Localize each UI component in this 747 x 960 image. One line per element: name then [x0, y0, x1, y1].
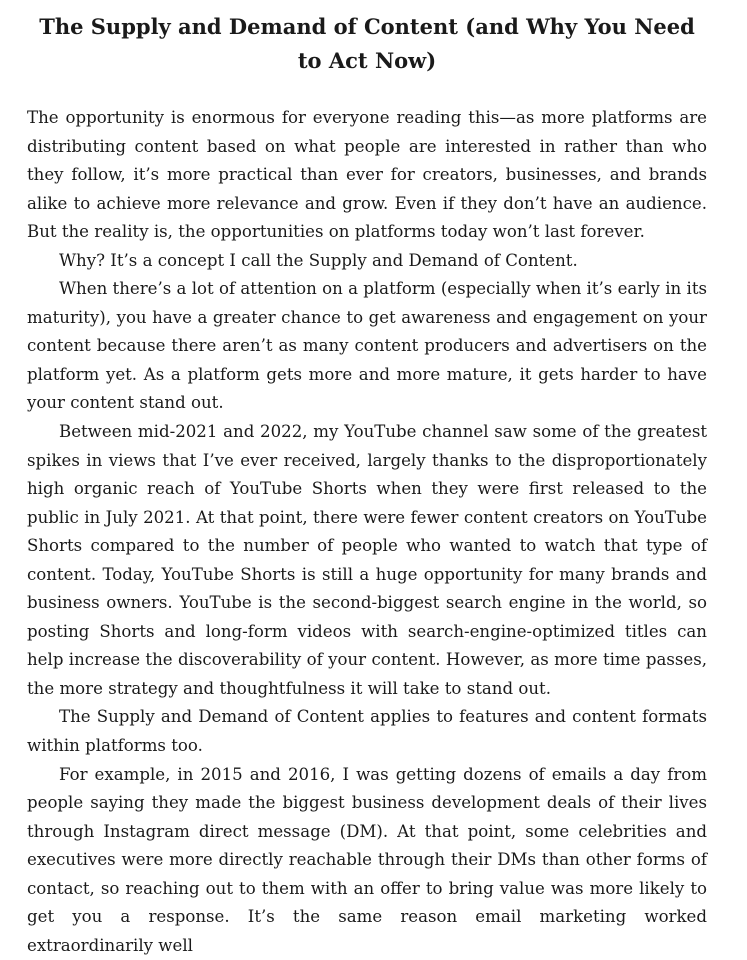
- chapter-title: The Supply and Demand of Content (and Why You Need to Act Now): [39, 14, 695, 73]
- paragraph: When there’s a lot of attention on a platform (especially when it’s early in its maturity), you have a greater chance to get awareness and engagement on your content because there aren’t as many content producers and advertisers on the platform yet. As a platform gets more and more mature, it gets harder to have your content stand out.: [27, 279, 707, 413]
- paragraph: The opportunity is enormous for everyone reading this—as more platforms are distributing content based on what people are interested in rather than who they follow, it’s more practical than ever for creators, businesses, and brands alike to achieve more relevance and grow. Even if they don’t have an audience. But the reality is, the opportunities on platforms today won’t last forever.: [27, 108, 707, 242]
- paragraph: Between mid-2021 and 2022, my YouTube channel saw some of the greatest spikes in views that I’ve ever received, largely thanks to the disproportionately high organic reach of YouTube Shorts when they were first released to the public in July 2021. At that point, there were fewer content creators on YouTube Shorts compared to the number of people who wanted to watch that type of content. Today, YouTube Shorts is still a huge opportunity for many brands and business owners. YouTube is the second-biggest search engine in the world, so posting Shorts and long-form videos with search-engine-optimized titles can help increase the discoverability of your content. However, as more time passes, the more strategy and thoughtfulness it will take to stand out.: [27, 422, 707, 698]
- paragraph: For example, in 2015 and 2016, I was getting dozens of emails a day from people saying they made the biggest business development deals of their lives through Instagram direct message (DM). At that point, some celebrities and executives were more directly reachable through their DMs than other forms of contact, so reaching out to them with an offer to bring value was more likely to get you a response. It’s the same reason email marketing worked extraordinarily well: [27, 764, 707, 955]
- book-page: [27, 10, 707, 960]
- paragraph: Why? It’s a concept I call the Supply and Demand of Content.: [59, 250, 578, 270]
- paragraph: The Supply and Demand of Content applies to features and content formats within platforms too.: [27, 707, 707, 756]
- body-text: [27, 104, 707, 960]
